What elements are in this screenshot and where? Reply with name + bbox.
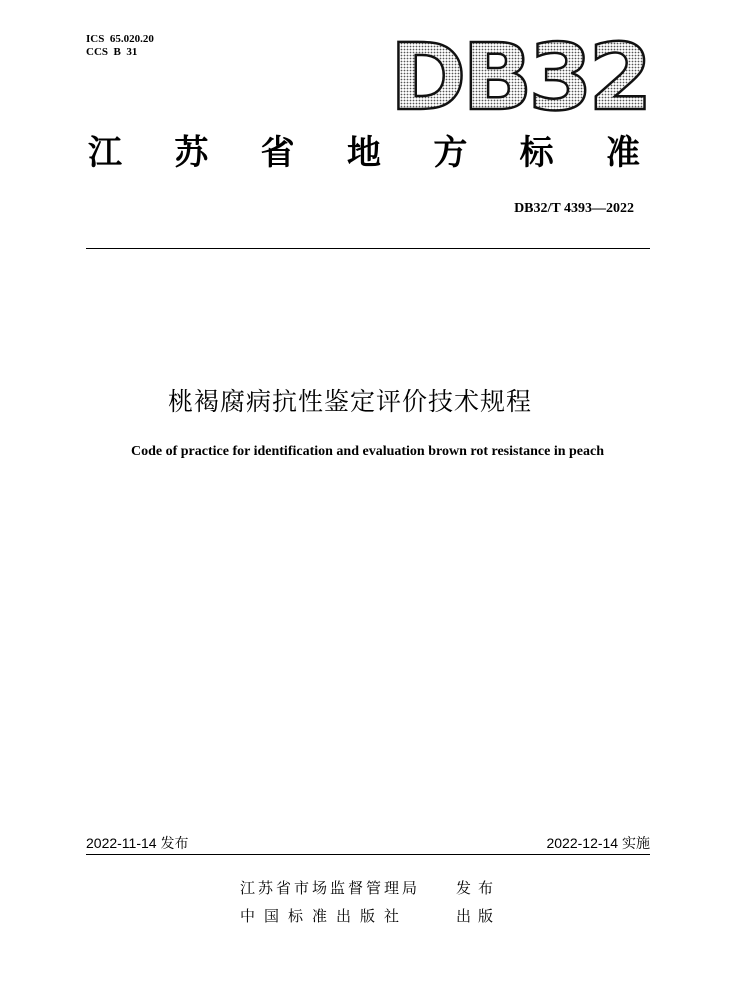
std-type-char: 准 [605, 133, 640, 173]
standard-code-logo [388, 24, 649, 131]
db32-logo-text: DB32 [390, 24, 649, 131]
implement-date: 2022-12-14 实施 [546, 835, 650, 851]
document-title-english: Code of practice for identification and evaluation brown rot resistance in peach [131, 444, 604, 459]
ccs-code: CCS B 31 [86, 46, 138, 58]
classification-codes [86, 33, 154, 59]
issuing-action: 发布 [456, 879, 501, 897]
standard-type-title [88, 133, 640, 173]
std-type-char: 地 [346, 133, 381, 173]
std-type-char: 省 [260, 133, 295, 173]
publish-date: 2022-11-14 发布 [86, 835, 189, 851]
issuing-organization: 江苏省市场监督管理局 [240, 879, 421, 897]
standard-number: DB32/T 4393—2022 [514, 201, 634, 216]
std-type-char: 江 [88, 133, 122, 173]
top-divider [86, 248, 650, 249]
std-type-char: 方 [433, 133, 468, 173]
publishing-action: 出版 [456, 907, 501, 925]
publishing-organization: 中国标准出版社 [240, 907, 409, 925]
bottom-divider [86, 854, 650, 855]
ics-code: ICS 65.020.20 [86, 33, 154, 45]
db32-logo-svg [388, 24, 649, 131]
std-type-char: 标 [519, 133, 554, 173]
document-title-chinese: 桃褐腐病抗性鉴定评价技术规程 [167, 387, 532, 416]
std-type-char: 苏 [174, 133, 209, 173]
